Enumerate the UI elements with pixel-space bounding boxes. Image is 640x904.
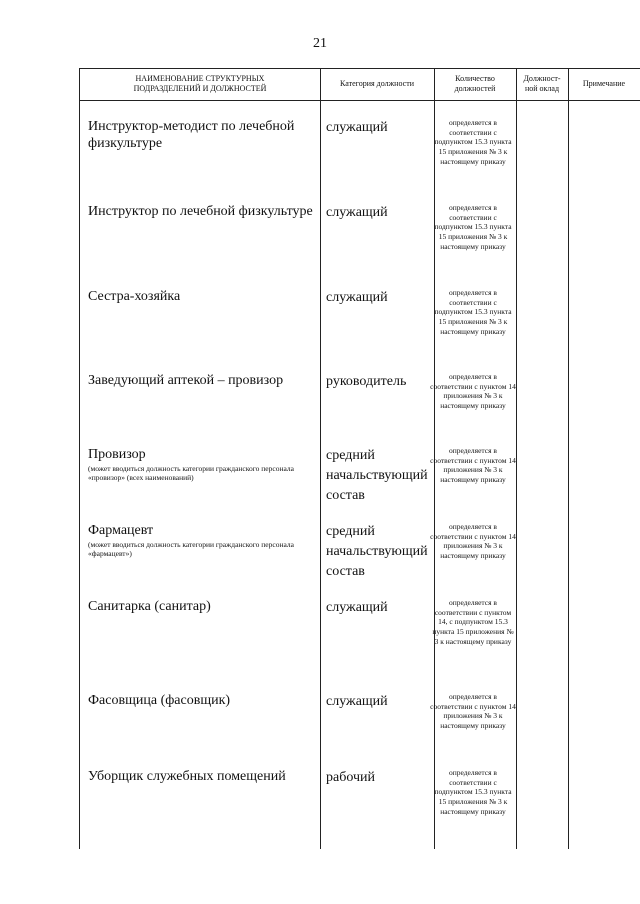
header-category: Категория должности: [340, 79, 414, 88]
position-name: Инструктор по лечебной физкультуре: [88, 204, 313, 219]
position-category: средний начальствующий состав: [326, 448, 428, 503]
position-title: Фармацевт: [88, 523, 154, 538]
position-note: (может вводиться должность категории гражданского персонала «провизор» (всех наименований): [88, 464, 294, 482]
position-count: определяется в соответствии с пунктом 14 приложения № 3 к настоящему приказу: [430, 522, 516, 561]
position-count: определяется в соответствии с пунктом 14, с подпунктом 15.3 пункта 15 приложения № 3 к настоящему приказу: [432, 598, 514, 646]
position-name: [88, 522, 316, 558]
header-note: Примечание: [582, 79, 626, 88]
position-category: служащий: [326, 120, 388, 135]
position-count: определяется в соответствии с подпунктом 15.3 пункта 15 приложения № 3 к настоящему приказу: [434, 288, 512, 336]
position-category: рабочий: [326, 770, 375, 785]
position-category: руководитель: [326, 374, 407, 389]
position-name: [88, 446, 316, 482]
column-divider: [516, 68, 517, 849]
position-title: Провизор: [88, 447, 146, 462]
table-border-left: [79, 68, 80, 849]
position-category: служащий: [326, 290, 388, 305]
header-bottom-border: [79, 100, 640, 101]
header-salary: Должност-ной оклад: [523, 74, 561, 93]
position-count: определяется в соответствии с пунктом 14 приложения № 3 к настоящему приказу: [430, 372, 516, 411]
position-name: Инструктор-методист по лечебной физкультуре: [88, 119, 295, 151]
position-category: служащий: [326, 694, 388, 709]
position-count: определяется в соответствии с подпунктом 15.3 пункта 15 приложения № 3 к настоящему приказу: [434, 203, 512, 251]
position-count: определяется в соответствии с пунктом 14 приложения № 3 к настоящему приказу: [430, 446, 516, 485]
page-number: 21: [313, 36, 327, 51]
position-name: Фасовщица (фасовщик): [88, 693, 231, 708]
position-name: Заведующий аптекой – провизор: [88, 373, 284, 388]
position-count: определяется в соответствии с подпунктом 15.3 пункта 15 приложения № 3 к настоящему приказу: [434, 768, 512, 816]
header-count: Количество должностей: [454, 74, 496, 93]
position-name: Санитарка (санитар): [88, 599, 211, 614]
position-count: определяется в соответствии с пунктом 14 приложения № 3 к настоящему приказу: [430, 692, 516, 731]
position-category: служащий: [326, 600, 388, 615]
position-count: определяется в соответствии с подпунктом 15.3 пункта 15 приложения № 3 к настоящему приказу: [434, 118, 512, 166]
position-category: служащий: [326, 205, 388, 220]
column-divider: [320, 68, 321, 849]
position-note: (может вводиться должность категории гражданского персонала «фармацевт»): [88, 540, 294, 558]
header-name: НАИМЕНОВАНИЕ СТРУКТУРНЫХ ПОДРАЗДЕЛЕНИЙ И ДОЛЖНОСТЕЙ: [133, 74, 267, 93]
position-name: Сестра-хозяйка: [88, 289, 181, 304]
column-divider: [568, 68, 569, 849]
position-category: средний начальствующий состав: [326, 524, 428, 579]
position-name: Уборщик служебных помещений: [88, 769, 286, 784]
